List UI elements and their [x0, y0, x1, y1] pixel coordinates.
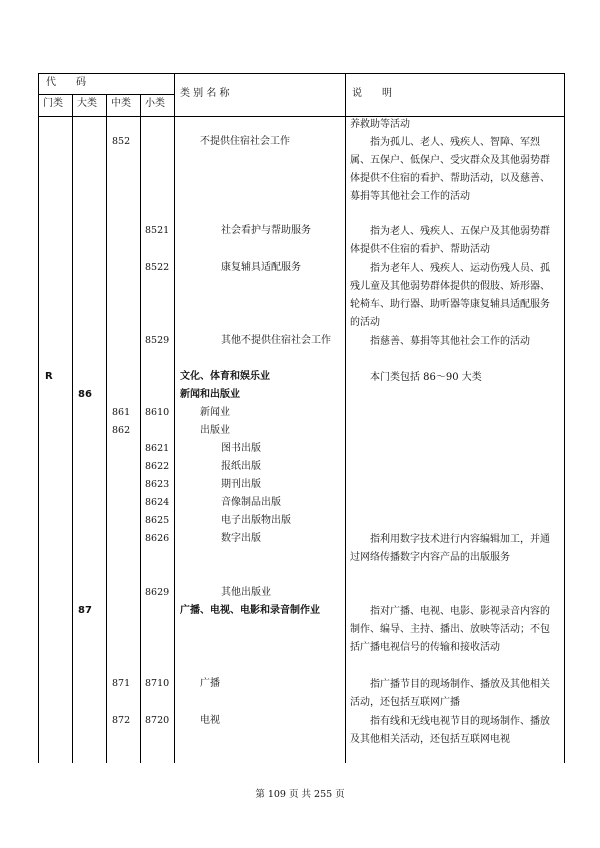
row-name: 电视 — [200, 715, 220, 726]
header-door: 门类 — [43, 98, 63, 109]
row-name: 期刊出版 — [221, 479, 261, 490]
row-minor: 8529 — [145, 335, 170, 346]
row-desc: 指慈善、募捐等其他社会工作的活动 — [350, 336, 530, 347]
row-minor: 8710 — [145, 678, 170, 689]
row-desc: 指为老人、残疾人、五保户及其他弱势群体提供不住宿的看护、帮助活动 — [350, 226, 550, 255]
row-name: 广播、电视、电影和录音制作业 — [180, 605, 320, 616]
col-rule — [38, 73, 39, 763]
col-rule — [72, 94, 73, 763]
col-rule — [140, 94, 141, 763]
row-name: 新闻业 — [200, 407, 230, 418]
row-name: 报纸出版 — [221, 461, 261, 472]
row-middle: 862 — [112, 425, 131, 436]
row-desc: 指为老年人、残疾人、运动伤残人员、孤残儿童及其他弱势群体提供的假肢、矫形器、轮椅车、助行器、助听器等康复辅具适配服务的活动 — [350, 263, 550, 328]
classification-table — [38, 73, 564, 763]
row-name: 不提供住宿社会工作 — [200, 136, 290, 147]
row-desc: 指对广播、电视、电影、影视录音内容的制作、编导、主持、播出、放映等活动；不包括广播电视信号的传输和接收活动 — [350, 606, 550, 653]
header-code: 代 码 — [46, 77, 86, 88]
row-name: 康复辅具适配服务 — [221, 262, 301, 273]
row-name: 出版业 — [200, 425, 230, 436]
row-minor: 8621 — [145, 443, 170, 454]
col-rule — [174, 73, 175, 763]
row-middle: 872 — [112, 715, 131, 726]
row-name: 社会看护与帮助服务 — [221, 225, 311, 236]
row-desc: 指广播节目的现场制作、播放及其他相关活动，还包括互联网广播 — [350, 679, 550, 708]
row-minor: 8626 — [145, 533, 170, 544]
header-middle: 中类 — [111, 98, 131, 109]
row-name: 文化、体育和娱乐业 — [180, 371, 270, 382]
row-name: 数字出版 — [221, 533, 261, 544]
row-minor: 8522 — [145, 262, 170, 273]
row-minor: 8521 — [145, 225, 170, 236]
header-desc: 说 明 — [352, 88, 392, 99]
row-major: 86 — [78, 389, 92, 400]
col-rule — [564, 73, 565, 763]
page-footer: 第 109 页 共 255 页 — [255, 789, 345, 800]
header-minor: 小类 — [145, 98, 165, 109]
row-minor: 8625 — [145, 515, 170, 526]
row-name: 广播 — [200, 678, 220, 689]
row-major: 87 — [78, 605, 92, 616]
row-name: 图书出版 — [221, 443, 261, 454]
row-desc: 本门类包括 86～90 大类 — [350, 372, 482, 383]
row-name: 新闻和出版业 — [180, 389, 240, 400]
row-name: 电子出版物出版 — [221, 515, 291, 526]
row-desc: 养救助等活动 — [350, 119, 410, 130]
row-minor: 8622 — [145, 461, 170, 472]
row-middle: 852 — [112, 136, 131, 147]
row-middle: 871 — [112, 678, 131, 689]
row-name: 其他出版业 — [221, 587, 271, 598]
row-desc: 指为孤儿、老人、残疾人、智障、军烈属、五保户、低保户、受灾群众及其他弱势群体提供不住宿的看护、帮助活动，以及慈善、募捐等其他社会工作的活动 — [350, 137, 550, 202]
col-rule — [345, 73, 346, 763]
row-name: 其他不提供住宿社会工作 — [221, 335, 331, 346]
row-minor: 8720 — [145, 715, 170, 726]
col-rule — [106, 94, 107, 763]
row-desc: 指有线和无线电视节目的现场制作、播放及其他相关活动，还包括互联网电视 — [350, 716, 550, 745]
row-middle: 861 — [112, 407, 131, 418]
row-desc: 指利用数字技术进行内容编辑加工，并通过网络传播数字内容产品的出版服务 — [350, 534, 550, 563]
row-door: R — [45, 371, 53, 382]
header-name: 类 别 名 称 — [180, 88, 230, 99]
row-minor: 8629 — [145, 587, 170, 598]
header-major: 大类 — [77, 98, 97, 109]
row-name: 音像制品出版 — [221, 497, 281, 508]
row-minor: 8624 — [145, 497, 170, 508]
row-minor: 8610 — [145, 407, 170, 418]
row-minor: 8623 — [145, 479, 170, 490]
